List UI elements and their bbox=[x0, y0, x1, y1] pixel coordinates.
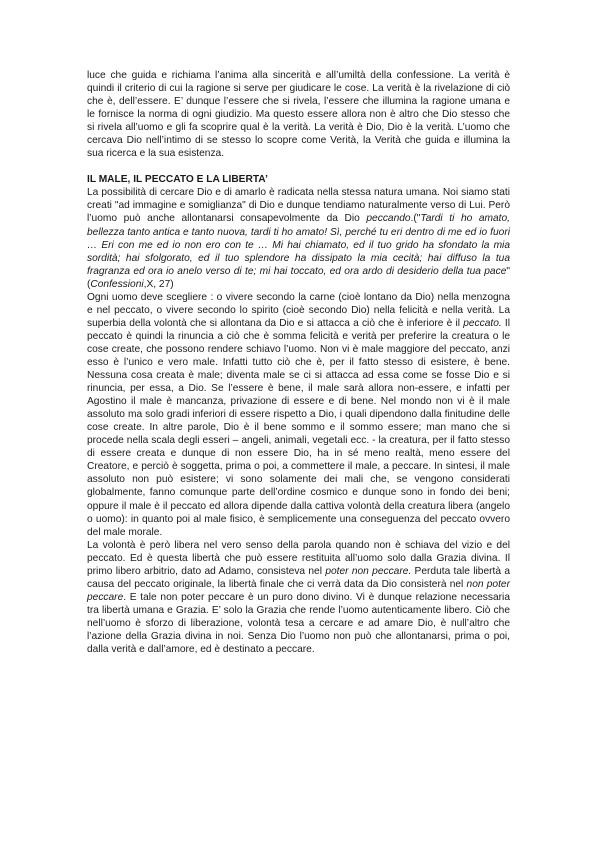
paragraph-gap bbox=[87, 160, 510, 173]
paragraph-will-and-grace bbox=[87, 539, 510, 656]
text-run: . E tale non poter peccare è un puro dono divino. Vi è dunque relazione necessaria tra libertà umana e Grazia. E’ solo la Grazia che rende l’uomo autenticamente libero. Ciò che nell’uomo è sforzo di liberazione, volontà tesa a cercare e ad amare Dio, è null’altro che l’azione della Grazia divina in noi. Senza Dio l’uomo non può che allontanarsi, prima o poi, dalla verità e dall’amore, ed è destinato a peccare. bbox=[87, 591, 510, 656]
text-run: La possibilità di cercare Dio e di amarlo è radicata nella stessa natura umana. Noi siamo stati creati "ad immagine e somiglianza" di Dio e dunque tendiamo naturalmente verso di Lui. Però l’uomo può anche allontanarsi consapevolmente da Dio bbox=[87, 187, 510, 225]
italic-text-run: poter non peccare. bbox=[325, 565, 412, 577]
paragraph-freedom-intro bbox=[87, 186, 510, 290]
text-run: .(" bbox=[410, 213, 421, 225]
italic-text-run: peccato. bbox=[463, 317, 502, 329]
document-page bbox=[87, 69, 510, 656]
paragraph-intro: luce che guida e richiama l’anima alla sincerità e all’umiltà della confessione. La verità è quindi il criterio di cui la ragione si serve per giudicare le cose. La verità è la rivelazione di ciò che è, dell’essere. E’ dunque l’essere che si rivela, l’essere che illumina la ragione umana e le fornisce la norma di ogni giudizio. Ma questo essere allora non è altro che Dio stesso che si rivela all’uomo e gli fa scoprire qual è la verità. La verità è Dio, Dio è la verità. L’uomo che cercava Dio nell’intimo di se stesso lo scopre come Verità, la Verità che guida e illumina la sua ricerca e la sua esistenza. bbox=[87, 70, 510, 160]
italic-text-run: peccando bbox=[366, 213, 411, 225]
quote-confessions: Tardi ti ho amato, bellezza tanto antica e tanto nuova, tardi ti ho amato! Sì, perché tu eri dentro di me ed io fuori … Eri con me ed io non ero con te … Mi hai chiamato, ed il tuo grido ha sfondato la mia sordità; hai sfolgorato, ed il tuo splendore ha dissipato la mia cecità; hai diffuso la tua fragranza ed ora io anelo verso di te; mi hai toccato, ed ora ardo di desiderio della tua pace bbox=[87, 213, 510, 277]
section-heading: IL MALE, IL PECCATO E LA LIBERTA’ bbox=[87, 174, 268, 186]
text-run: Ogni uomo deve scegliere : o vivere secondo la carne (cioè lontano da Dio) nella menzogna e nel peccato, o vivere secondo lo spirito (cioè secondo Dio) nella felicità e nella verità. La superbia della volontà che si allontana da Dio e si attacca a ciò che è inferiore è il bbox=[87, 291, 510, 329]
text-run: Il peccato è quindi la rinuncia a ciò che è somma felicità e verità per preferire la creatura o le cose create, che possono rendere schiavo l’uomo. Non vi è male maggiore del peccato, anzi esso è l’unico e vero male. Infatti tutto ciò che è, per il fatto stesso di esistere, è bene. Nessuna cosa creata è male; diventa male se ci si attacca ad essa come se fosse Dio e si rinuncia, per essa, a Dio. Se l’essere è bene, il male sarà allora non-essere, e infatti per Agostino il male è mancanza, privazione di essere e di bene. Nel mondo non vi è il male assoluto ma solo gradi inferiori di essere rispetto a Dio, i quali dipendono dalla finitudine delle cose create. In altre parole, Dio è il bene sommo e il sommo essere; man mano che si procede nella scala degli esseri – angeli, animali, vegetali ecc. - la creatura, per il fatto stesso di essere creata e dunque di non essere Dio, ha in sé meno realtà, meno essere del Creatore, e perciò è soggetta, prima o poi, a commettere il male, a peccare. In sintesi, il male assoluto non può esistere; vi sono solamente dei mali che, se vengono considerati globalmente, fanno comunque parte dell’ordine cosmico e dunque sono in fondo dei beni; oppure il male è il peccato ed allora dipende dalla cattiva volontà della creatura libera (angelo o uomo): in quanto poi al male fisico, è semplicemente una conseguenza del peccato ovvero del male morale. bbox=[87, 317, 510, 538]
text-run: "( bbox=[87, 265, 510, 290]
text-run: La volontà è però libera nel vero senso della parola quando non è schiava del vizio e del peccato. Ed è questa libertà che può essere restituita all’uomo solo dalla Grazia divina. Il primo libero arbitrio, dato ad Adamo, consisteva nel bbox=[87, 539, 510, 577]
paragraph-sin-and-evil bbox=[87, 291, 510, 539]
italic-text-run: non poter peccare bbox=[87, 578, 510, 603]
citation-title: Confessioni bbox=[90, 278, 144, 290]
citation-reference: ,X, 27) bbox=[143, 278, 174, 290]
text-run: Perduta tale libertà a causa del peccato originale, la libertà finale che ci verrà data da Dio consisterà nel bbox=[87, 565, 511, 590]
